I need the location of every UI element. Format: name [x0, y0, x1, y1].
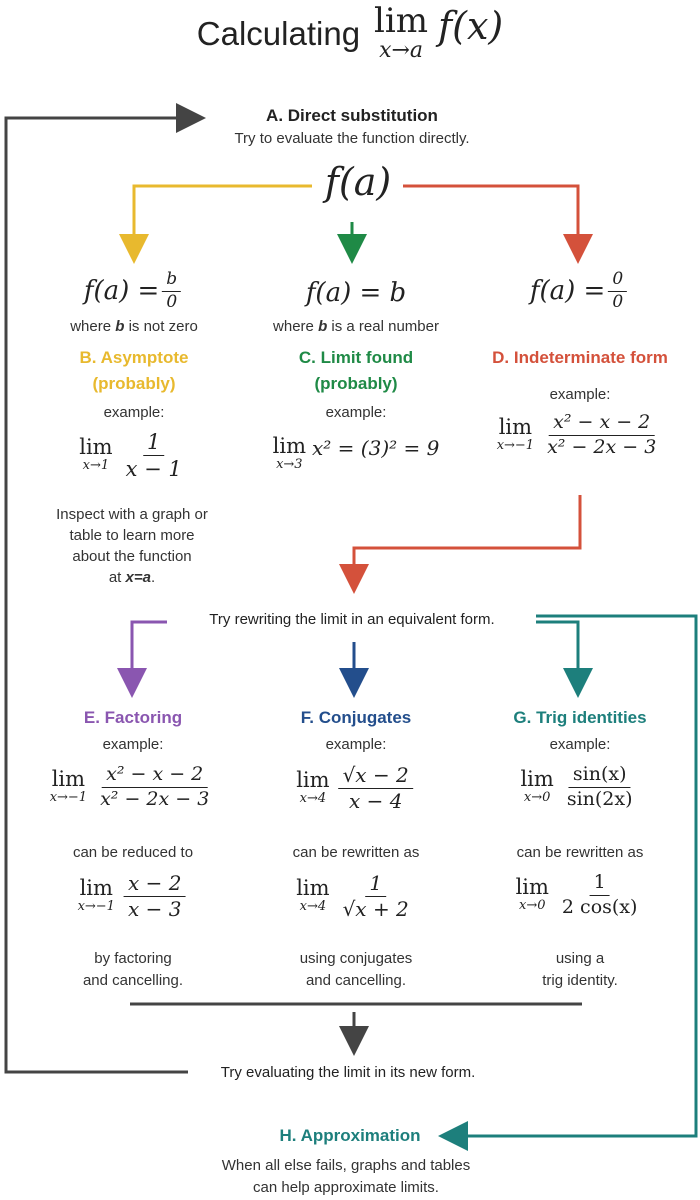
method-g-example-label: example:	[549, 736, 611, 753]
case-c-ex-expr: x² = (3)² = 9	[312, 436, 440, 461]
step-h-description	[222, 1155, 470, 1199]
case-b-note-2: table to learn more	[69, 527, 195, 544]
title-lim: lim	[374, 1, 429, 41]
method-f-end-1: using conjugates	[299, 950, 413, 967]
method-e-result	[78, 872, 189, 921]
method-g-end	[542, 948, 618, 992]
method-e-lim-sub-2: x→−1	[77, 899, 115, 915]
rewrite-step: Try rewriting the limit in an equivalent form.	[209, 611, 495, 628]
method-g-example	[520, 764, 639, 811]
method-e-num: x² − x − 2	[102, 764, 207, 788]
fa-node: f(a)	[319, 160, 397, 204]
method-e-num-2: x − 2	[124, 872, 185, 897]
method-g-num: sin(x)	[569, 764, 631, 788]
rewrite-trig-arrow	[536, 622, 578, 692]
case-d-example-label: example:	[549, 386, 611, 403]
step-a-heading: A. Direct substitution	[266, 106, 438, 125]
method-e-lim-2: lim	[79, 876, 113, 901]
method-f-end	[300, 948, 413, 992]
method-f-example-label: example:	[325, 736, 387, 753]
method-e-example	[50, 764, 217, 811]
case-b-heading-2: (probably)	[92, 374, 176, 393]
method-e-lim-sub: x→−1	[49, 790, 88, 806]
title-limit	[374, 1, 429, 64]
method-f-den-2: √x + 2	[342, 897, 409, 921]
method-g-end-2: trig identity.	[542, 972, 618, 989]
title-lim-sub: x→a	[379, 38, 424, 63]
title-text: Calculating	[196, 15, 361, 53]
method-e-heading: E. Factoring	[83, 708, 183, 727]
method-f-example	[296, 764, 416, 813]
case-b-lim: lim	[79, 435, 113, 460]
method-g-end-1: using a	[555, 950, 605, 967]
case-b-heading: B. Asymptote	[79, 348, 189, 367]
evaluate-step: Try evaluating the limit in its new form.	[220, 1064, 476, 1081]
case-d-heading: D. Indeterminate form	[492, 348, 668, 367]
case-b-ex-den: x − 1	[125, 457, 182, 482]
case-b-example	[79, 430, 189, 481]
case-c-caption: where b is a real number	[273, 318, 439, 335]
case-d-den: 0	[612, 291, 624, 312]
case-d-ex-den: x² − 2x − 3	[547, 435, 657, 458]
case-b-den: 0	[166, 291, 178, 312]
method-g-den: sin(2x)	[566, 787, 633, 810]
step-h-desc-2: can help approximate limits.	[253, 1179, 439, 1196]
method-f-lim-sub: x→4	[299, 791, 327, 807]
method-f-lim-2: lim	[296, 876, 330, 901]
method-f-result	[296, 872, 416, 921]
step-h-heading: H. Approximation	[279, 1126, 421, 1145]
method-f-heading: F. Conjugates	[300, 708, 412, 727]
step-a-description: Try to evaluate the function directly.	[234, 130, 470, 147]
case-d-equation	[530, 270, 630, 312]
method-g-mid: can be rewritten as	[516, 844, 644, 861]
case-b-note-1: Inspect with a graph or	[56, 506, 208, 523]
method-g-lim-2: lim	[515, 875, 549, 900]
case-d-num: 0	[608, 270, 627, 292]
method-g-num-2: 1	[590, 872, 610, 896]
case-b-equation	[84, 270, 184, 312]
method-e-end	[83, 948, 183, 992]
step-h-desc-1: When all else fails, graphs and tables	[221, 1157, 471, 1174]
case-b-note-3: about the function	[72, 548, 192, 565]
case-b-example-label: example:	[103, 404, 165, 421]
method-f-end-2: and cancelling.	[305, 972, 407, 989]
method-f-lim-sub-2: x→4	[299, 899, 327, 915]
method-f-lim: lim	[296, 768, 330, 793]
case-d-example	[497, 412, 664, 459]
page-title	[196, 1, 504, 64]
method-e-end-2: and cancelling.	[82, 972, 184, 989]
case-d-lim-sub: x→−1	[496, 438, 535, 454]
method-g-den-2: 2 cos(x)	[561, 895, 638, 918]
method-e-den-2: x − 3	[127, 897, 182, 921]
method-g-lim: lim	[520, 767, 554, 792]
method-f-mid: can be rewritten as	[292, 844, 420, 861]
rewrite-factoring-arrow	[132, 622, 167, 692]
case-b-note-4: at x=a.	[108, 569, 156, 586]
case-c-equation: f(a) = b	[305, 278, 407, 308]
method-g-lim-sub: x→0	[523, 790, 551, 806]
case-c-heading: C. Limit found	[298, 348, 414, 367]
method-f-num-2: 1	[365, 872, 386, 897]
branch-indeterminate-arrow	[403, 186, 578, 258]
loop-back-arrow	[6, 118, 200, 1072]
case-c-example-label: example:	[325, 404, 387, 421]
method-e-end-1: by factoring	[94, 950, 172, 967]
method-g-result	[516, 872, 645, 919]
method-e-den: x² − 2x − 3	[100, 787, 210, 810]
method-e-example-label: example:	[102, 736, 164, 753]
case-b-lim-sub: x→1	[82, 458, 110, 474]
case-b-ex-num: 1	[143, 430, 164, 456]
method-f-den: x − 4	[348, 789, 403, 813]
case-b-fraction	[162, 270, 181, 312]
case-d-lim: lim	[498, 415, 533, 440]
title-expr: f(x)	[438, 4, 504, 49]
case-c-lim-sub: x→3	[276, 457, 303, 472]
case-c-example	[273, 436, 440, 473]
case-c-heading-2: (probably)	[314, 374, 398, 393]
method-e-mid: can be reduced to	[72, 844, 194, 861]
case-b-caption: where b is not zero	[70, 318, 198, 335]
method-g-lim-sub-2: x→0	[518, 898, 546, 914]
method-f-num: √x − 2	[339, 764, 413, 789]
branch-asymptote-arrow	[134, 186, 312, 258]
case-b-lhs: f(a) =	[83, 276, 160, 307]
case-d-lhs: f(a) =	[529, 276, 606, 307]
method-g-heading: G. Trig identities	[513, 708, 647, 727]
indeterminate-to-rewrite-arrow	[354, 495, 580, 588]
case-d-ex-num: x² − x − 2	[549, 412, 654, 436]
case-b-note	[56, 504, 208, 588]
method-e-lim: lim	[51, 767, 86, 792]
case-b-num: b	[162, 270, 181, 292]
case-c-lim: lim	[272, 434, 307, 458]
